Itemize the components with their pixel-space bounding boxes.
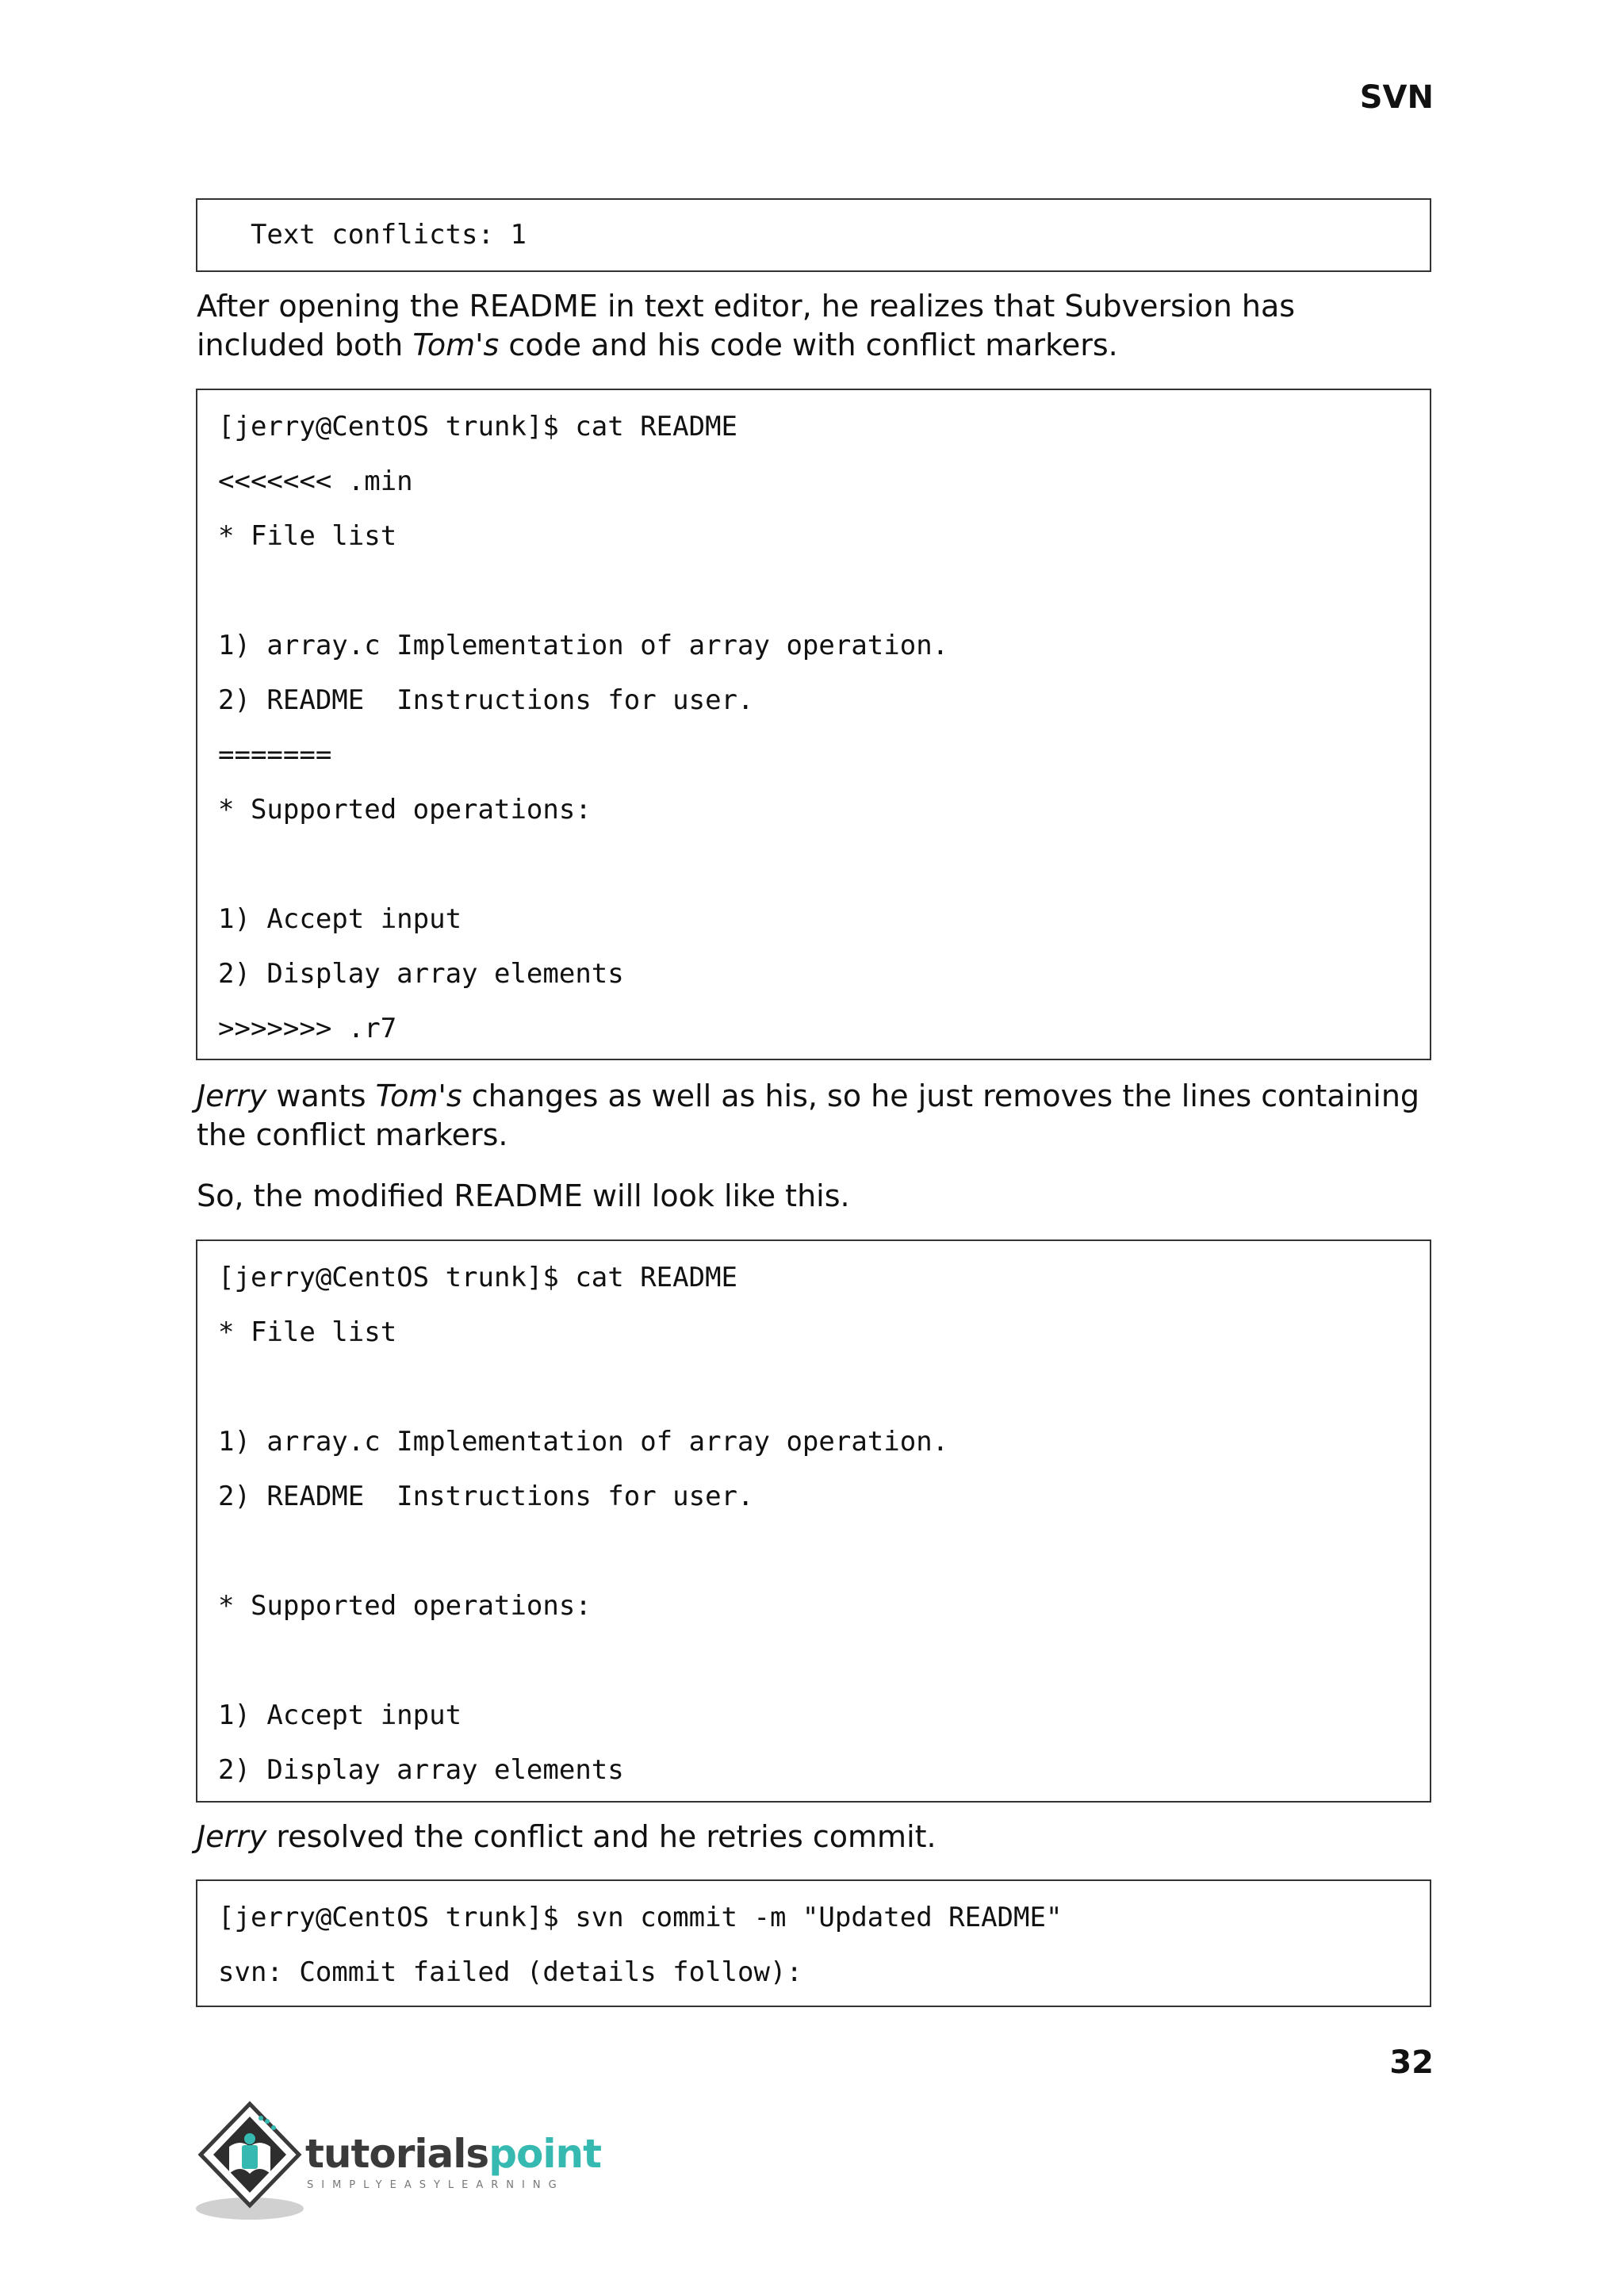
code-line: svn: Commit failed (details follow): <box>218 1956 802 1988</box>
logo-tagline: SIMPLYEASYLEARNING <box>307 2179 565 2191</box>
code-line: 2) Display array elements <box>218 1754 624 1786</box>
paragraph-jerry-resolved: Jerry resolved the conflict and he retries commit. <box>197 1819 936 1854</box>
emphasis-name: Jerry <box>197 1079 267 1113</box>
tutorialspoint-logo <box>194 2098 601 2224</box>
code-line <box>218 1524 1409 1579</box>
logo-emblem-icon <box>194 2098 305 2224</box>
header-title: SVN <box>1359 79 1434 116</box>
code-line <box>218 837 1409 892</box>
code-line: 2) Display array elements <box>218 958 624 990</box>
emphasis-name: Jerry <box>197 1819 267 1854</box>
code-line: * File list <box>218 1316 397 1348</box>
code-line <box>218 564 1409 619</box>
code-block-conflicts <box>196 198 1431 272</box>
code-line: * Supported operations: <box>218 1590 592 1622</box>
code-line: 1) Accept input <box>218 1699 462 1731</box>
code-line: Text conflicts: 1 <box>218 219 527 251</box>
code-line: [jerry@CentOS trunk]$ cat README <box>218 411 738 443</box>
code-block-readme-resolved <box>196 1239 1431 1803</box>
code-line <box>218 1360 1409 1415</box>
code-line: * File list <box>218 520 397 552</box>
logo-wordmark: tutorialspoint <box>305 2131 601 2177</box>
code-line: [jerry@CentOS trunk]$ svn commit -m "Updated README" <box>218 1902 1063 1933</box>
code-block-commit <box>196 1879 1431 2007</box>
code-line: 1) array.c Implementation of array operation. <box>218 630 949 661</box>
code-line: >>>>>>> .r7 <box>218 1013 397 1044</box>
code-line: 2) README Instructions for user. <box>218 1481 754 1512</box>
paragraph-jerry-wants: Jerry wants Tom's changes as well as his, so he just removes the lines containing the conflict markers. <box>197 1079 1420 1152</box>
code-line: 2) README Instructions for user. <box>218 684 754 716</box>
paragraph-modified-readme: So, the modified README will look like this. <box>197 1178 850 1213</box>
code-line: 1) array.c Implementation of array operation. <box>218 1426 949 1458</box>
code-line: 1) Accept input <box>218 903 462 935</box>
paragraph-conflict-markers <box>197 287 1431 365</box>
code-line: [jerry@CentOS trunk]$ cat README <box>218 1262 738 1293</box>
paragraph-line: included both Tom's code and his code with conflict markers. <box>197 328 1118 362</box>
code-line <box>218 1634 1409 1688</box>
page-number: 32 <box>1389 2044 1434 2081</box>
emphasis-name: Tom's <box>412 328 500 362</box>
emphasis-name: Tom's <box>375 1079 462 1113</box>
code-line: <<<<<<< .min <box>218 466 413 497</box>
code-line: * Supported operations: <box>218 794 592 826</box>
code-line: ======= <box>218 739 332 771</box>
code-block-readme-conflict <box>196 389 1431 1060</box>
paragraph-line: After opening the README in text editor, he realizes that Subversion has <box>197 289 1296 324</box>
